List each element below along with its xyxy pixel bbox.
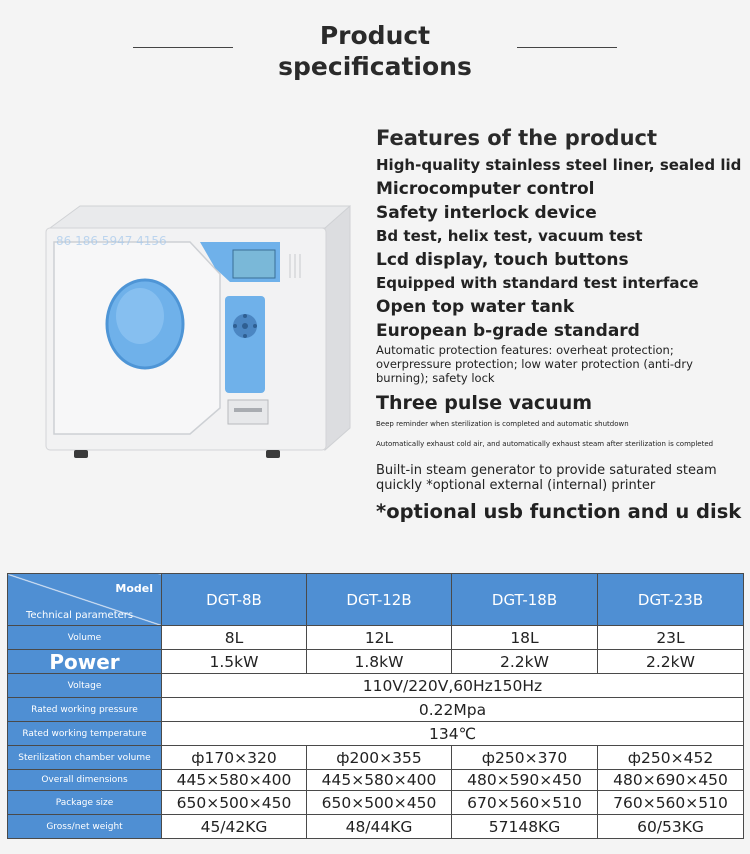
cell-value: 1.8kW xyxy=(307,650,452,674)
cell-value: 8L xyxy=(162,626,307,650)
table-row xyxy=(8,791,744,815)
feature-item: Lcd display, touch buttons xyxy=(376,250,629,270)
row-label: Power xyxy=(8,650,162,674)
model-header: DGT-23B xyxy=(598,574,744,626)
feature-item: *optional usb function and u disk xyxy=(376,500,742,523)
table-row xyxy=(8,722,744,746)
cell-value: 48/44KG xyxy=(307,815,452,839)
table-row xyxy=(8,746,744,770)
cell-value: 134℃ xyxy=(162,722,744,746)
cell-value: 480×590×450 xyxy=(452,770,598,791)
cell-value: 1.5kW xyxy=(162,650,307,674)
table-row xyxy=(8,815,744,839)
cell-value: ф250×452 xyxy=(598,746,744,770)
cell-value: 45/42KG xyxy=(162,815,307,839)
cell-value: ф170×320 xyxy=(162,746,307,770)
cell-value: 12L xyxy=(307,626,452,650)
cell-value: 480×690×450 xyxy=(598,770,744,791)
feature-item: Three pulse vacuum xyxy=(376,392,593,414)
cell-value: 57148KG xyxy=(452,815,598,839)
row-label: Rated working temperature xyxy=(8,722,162,746)
cell-value: 110V/220V,60Hz150Hz xyxy=(162,674,744,698)
cell-value: 445×580×400 xyxy=(162,770,307,791)
title-line-1: Product xyxy=(319,21,431,50)
autoclave-illustration xyxy=(40,198,360,463)
feature-item: Bd test, helix test, vacuum test xyxy=(376,227,643,245)
feature-item: European b-grade standard xyxy=(376,321,640,341)
cell-value: 650×500×450 xyxy=(307,791,452,815)
cell-value: 0.22Mpa xyxy=(162,698,744,722)
cell-value: 650×500×450 xyxy=(162,791,307,815)
row-label: Sterilization chamber volume xyxy=(8,746,162,770)
row-label: Volume xyxy=(8,626,162,650)
cell-value: 760×560×510 xyxy=(598,791,744,815)
table-corner-header xyxy=(8,574,162,626)
spec-table xyxy=(7,573,744,839)
row-label: Voltage xyxy=(8,674,162,698)
table-row xyxy=(8,698,744,722)
cell-value: ф250×370 xyxy=(452,746,598,770)
watermark-text: 86 186 5947 4156 xyxy=(56,234,167,248)
cell-value: ф200×355 xyxy=(307,746,452,770)
feature-item: Safety interlock device xyxy=(376,203,597,223)
cell-value: 23L xyxy=(598,626,744,650)
feature-item: Open top water tank xyxy=(376,297,575,317)
feature-item: Microcomputer control xyxy=(376,179,595,199)
row-label: Gross/net weight xyxy=(8,815,162,839)
feature-item: Automatic protection features: overheat protection; overpressure protection; low water protection (anti-dry burning); safety lock xyxy=(376,343,693,385)
cell-value: 2.2kW xyxy=(598,650,744,674)
feature-item: High-quality stainless steel liner, sealed lid xyxy=(376,156,742,174)
table-row xyxy=(8,626,744,650)
features-list xyxy=(376,126,746,527)
cell-value: 445×580×400 xyxy=(307,770,452,791)
feature-item: Built-in steam generator to provide saturated steam quickly *optional external (internal) printer xyxy=(376,463,717,493)
page-title xyxy=(0,20,750,82)
cell-value: 18L xyxy=(452,626,598,650)
cell-value: 2.2kW xyxy=(452,650,598,674)
row-label: Rated working pressure xyxy=(8,698,162,722)
feature-item: Equipped with standard test interface xyxy=(376,274,699,292)
feature-item: Automatically exhaust cold air, and automatically exhaust steam after sterilization is completed xyxy=(376,440,714,448)
table-row xyxy=(8,650,744,674)
row-label: Overall dimensions xyxy=(8,770,162,791)
table-row xyxy=(8,674,744,698)
corner-model-label: Model xyxy=(115,582,153,595)
feature-item: Beep reminder when sterilization is completed and automatic shutdown xyxy=(376,420,629,428)
title-line-2: specifications xyxy=(278,52,472,81)
model-header: DGT-12B xyxy=(307,574,452,626)
cell-value: 670×560×510 xyxy=(452,791,598,815)
features-heading: Features of the product xyxy=(376,126,658,150)
model-header: DGT-8B xyxy=(162,574,307,626)
table-row xyxy=(8,770,744,791)
row-label: Package size xyxy=(8,791,162,815)
corner-params-label: Technical parameters xyxy=(26,610,134,621)
cell-value: 60/53KG xyxy=(598,815,744,839)
model-header: DGT-18B xyxy=(452,574,598,626)
